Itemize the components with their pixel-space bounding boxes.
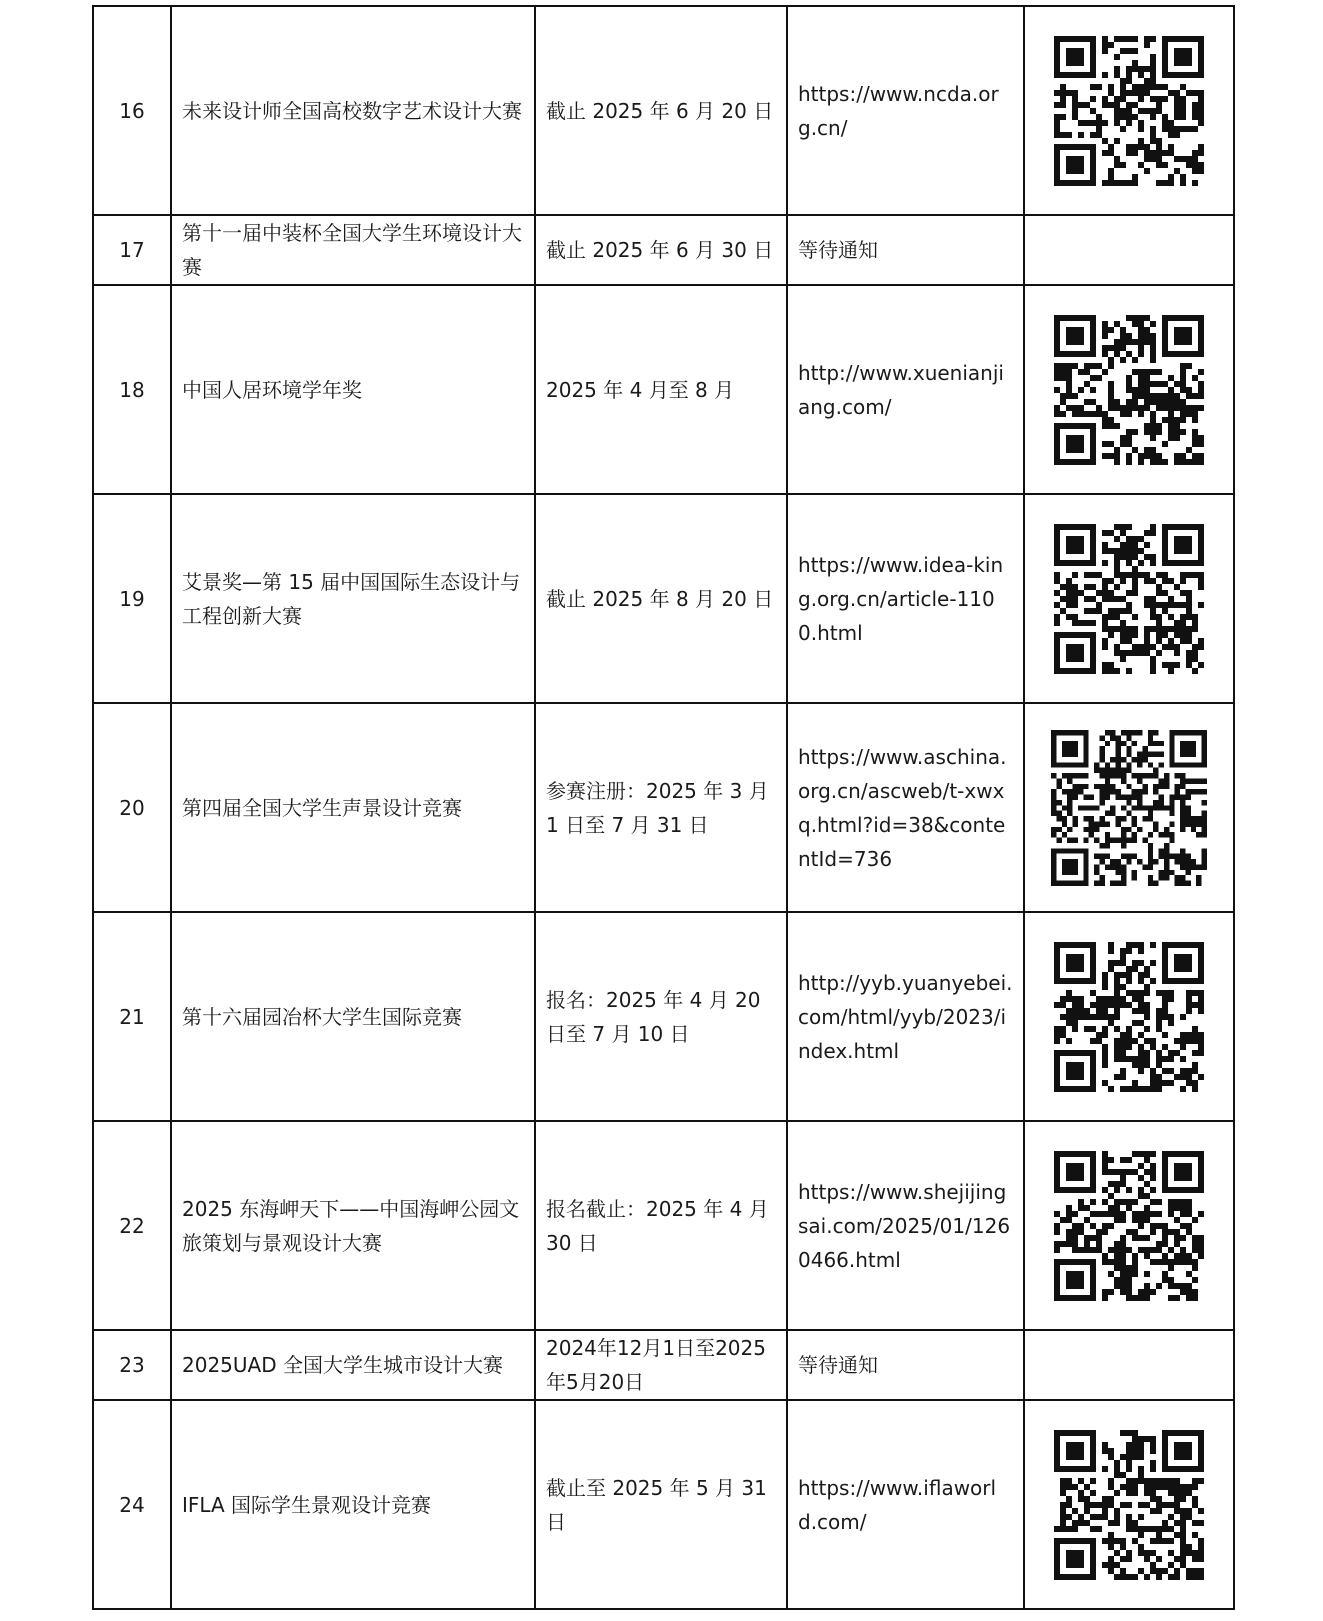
row-number: 17	[93, 215, 171, 285]
qr-cell	[1024, 285, 1234, 494]
competition-url: 等待通知	[787, 1330, 1024, 1400]
qr-code-icon	[1054, 1430, 1204, 1580]
competition-url[interactable]: http://yyb.yuanyebei.com/html/yyb/2023/index.html	[787, 912, 1024, 1121]
competition-time: 参赛注册：2025 年 3 月 1 日至 7 月 31 日	[535, 703, 787, 912]
table-row	[93, 1121, 1234, 1330]
competition-time: 报名截止：2025 年 4 月 30 日	[535, 1121, 787, 1330]
table-row	[93, 6, 1234, 215]
competition-name: 2025 东海岬天下——中国海岬公园文旅策划与景观设计大赛	[171, 1121, 535, 1330]
table-row	[93, 215, 1234, 285]
competition-time: 截止 2025 年 6 月 20 日	[535, 6, 787, 215]
competition-table	[92, 5, 1235, 1610]
competition-url[interactable]: https://www.ncda.org.cn/	[787, 6, 1024, 215]
competition-url: 等待通知	[787, 215, 1024, 285]
competition-url[interactable]: https://www.shejijingsai.com/2025/01/1260466.html	[787, 1121, 1024, 1330]
table-row	[93, 703, 1234, 912]
competition-url[interactable]: https://www.iflaworld.com/	[787, 1400, 1024, 1609]
competition-url[interactable]: https://www.idea-king.org.cn/article-1100.html	[787, 494, 1024, 703]
table-row	[93, 912, 1234, 1121]
row-number: 22	[93, 1121, 171, 1330]
competition-time: 截止至 2025 年 5 月 31 日	[535, 1400, 787, 1609]
qr-code-icon	[1054, 942, 1204, 1092]
qr-cell	[1024, 1400, 1234, 1609]
table-row	[93, 285, 1234, 494]
qr-cell	[1024, 6, 1234, 215]
competition-time: 报名：2025 年 4 月 20 日至 7 月 10 日	[535, 912, 787, 1121]
row-number: 24	[93, 1400, 171, 1609]
competition-name: 未来设计师全国高校数字艺术设计大赛	[171, 6, 535, 215]
table-row	[93, 1330, 1234, 1400]
qr-code-icon	[1051, 730, 1207, 886]
competition-name: 第十一届中装杯全国大学生环境设计大赛	[171, 215, 535, 285]
competition-url[interactable]: https://www.aschina.org.cn/ascweb/t-xwxq.html?id=38&contentId=736	[787, 703, 1024, 912]
competition-url[interactable]: http://www.xuenianjiang.com/	[787, 285, 1024, 494]
row-number: 18	[93, 285, 171, 494]
qr-cell	[1024, 215, 1234, 285]
competition-time: 2024年12月1日至2025年5月20日	[535, 1330, 787, 1400]
competition-name: 艾景奖—第 15 届中国国际生态设计与工程创新大赛	[171, 494, 535, 703]
qr-code-icon	[1054, 36, 1204, 186]
row-number: 20	[93, 703, 171, 912]
qr-code-icon	[1054, 524, 1204, 674]
competition-name: 中国人居环境学年奖	[171, 285, 535, 494]
qr-code-icon	[1054, 1151, 1204, 1301]
competition-time: 截止 2025 年 8 月 20 日	[535, 494, 787, 703]
qr-cell	[1024, 912, 1234, 1121]
competition-name: 第四届全国大学生声景设计竞赛	[171, 703, 535, 912]
row-number: 21	[93, 912, 171, 1121]
row-number: 19	[93, 494, 171, 703]
qr-cell	[1024, 1121, 1234, 1330]
table-row	[93, 494, 1234, 703]
competition-name: IFLA 国际学生景观设计竞赛	[171, 1400, 535, 1609]
table-row	[93, 1400, 1234, 1609]
competition-name: 2025UAD 全国大学生城市设计大赛	[171, 1330, 535, 1400]
competition-time: 截止 2025 年 6 月 30 日	[535, 215, 787, 285]
row-number: 16	[93, 6, 171, 215]
row-number: 23	[93, 1330, 171, 1400]
competition-time: 2025 年 4 月至 8 月	[535, 285, 787, 494]
competition-name: 第十六届园冶杯大学生国际竞赛	[171, 912, 535, 1121]
qr-cell	[1024, 1330, 1234, 1400]
qr-code-icon	[1054, 315, 1204, 465]
qr-cell	[1024, 494, 1234, 703]
qr-cell	[1024, 703, 1234, 912]
